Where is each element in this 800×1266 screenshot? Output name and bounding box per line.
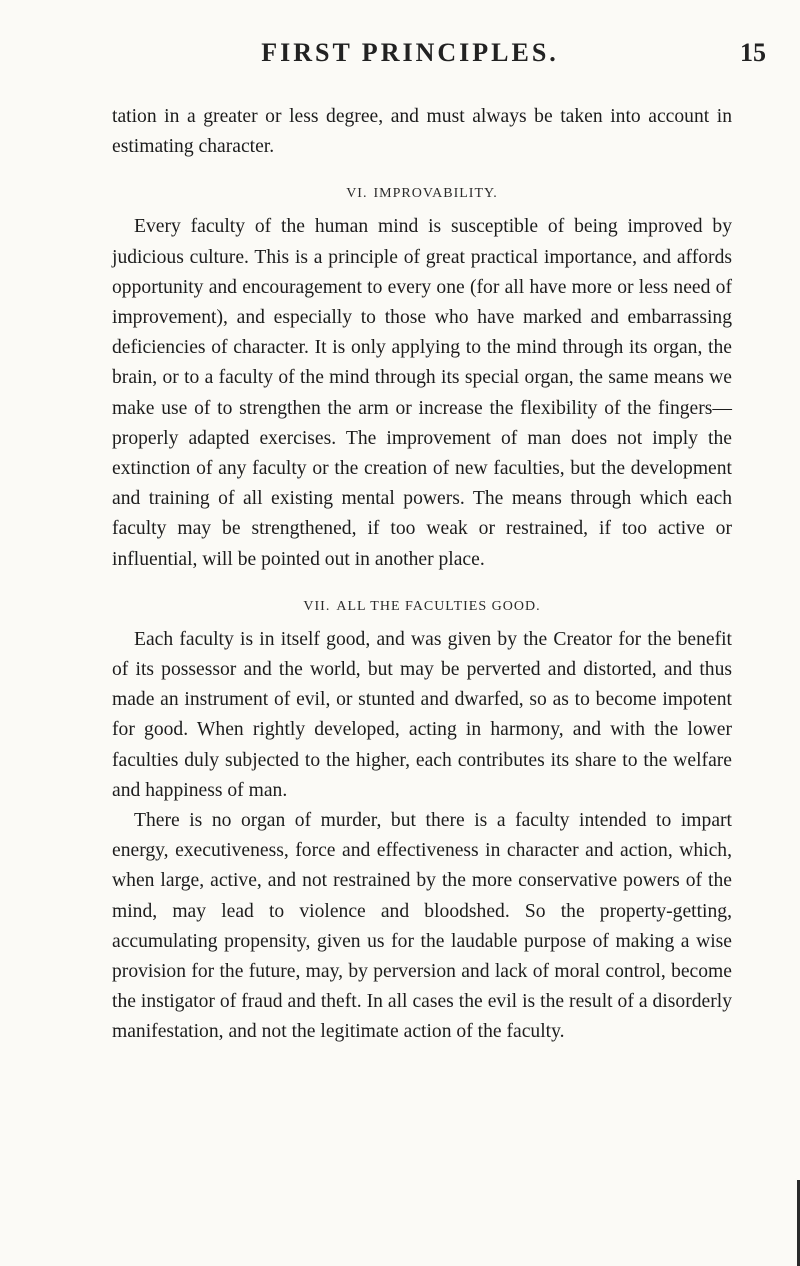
paragraph: Every faculty of the human mind is susceptible of being improved by judicious culture. This is a principle of great practical importance, and affords opportunity and encouragement to every one (for all have more or less need of improvement), and especially to those who have marked and embarrassing deficiencies of character. It is only applying to the mind through its organ, the brain, or to a faculty of the mind through its special organ, the same means we make use of to strengthen the arm or increase the flexibility of the fingers—properly adapted exercises. The improvement of man does not imply the extinction of any faculty or the creation of new faculties, but the development and training of all existing mental powers. The means through which each faculty may be strengthened, if too weak or restrained, if too active or influential, will be pointed out in another place. [112,216,732,570]
section-title: IMPROVABILITY. [373,186,498,202]
page-number: 15 [740,38,766,67]
body-text [112,102,732,1048]
running-head [0,38,800,78]
paragraph: There is no organ of murder, but there is a faculty intended to impart energy, executiveness, force and effectiveness in character and action, which, when large, active, and not restrained by the more conservative powers of the mind, may lead to violence and bloodshed. So the property-getting, accumulating propensity, given us for the laudable purpose of making a wise provision for the future, may, by perversion and lack of moral control, become the instigator of fraud and theft. In all cases the evil is the result of a disorderly manifestation, and not the legitimate action of the faculty. [112,810,732,1043]
section-number: VI. [346,186,368,202]
section-heading-vii [112,595,732,619]
running-title: FIRST PRINCIPLES. [261,38,559,67]
section-title: ALL THE FACULTIES GOOD. [336,598,541,614]
paragraph: Each faculty is in itself good, and was given by the Creator for the benefit of its possessor and the world, but may be perverted and distorted, and thus made an instrument of evil, or stunted and dwarfed, so as to become impotent for good. When rightly developed, acting in harmony, and with the lower faculties duly subjected to the higher, each contributes its share to the welfare and happiness of man. [112,628,732,801]
section-number: VII. [303,598,331,614]
carry-over-paragraph: tation in a greater or less degree, and must always be taken into account in estimating character. [112,106,732,158]
section-heading-vi [112,182,732,206]
